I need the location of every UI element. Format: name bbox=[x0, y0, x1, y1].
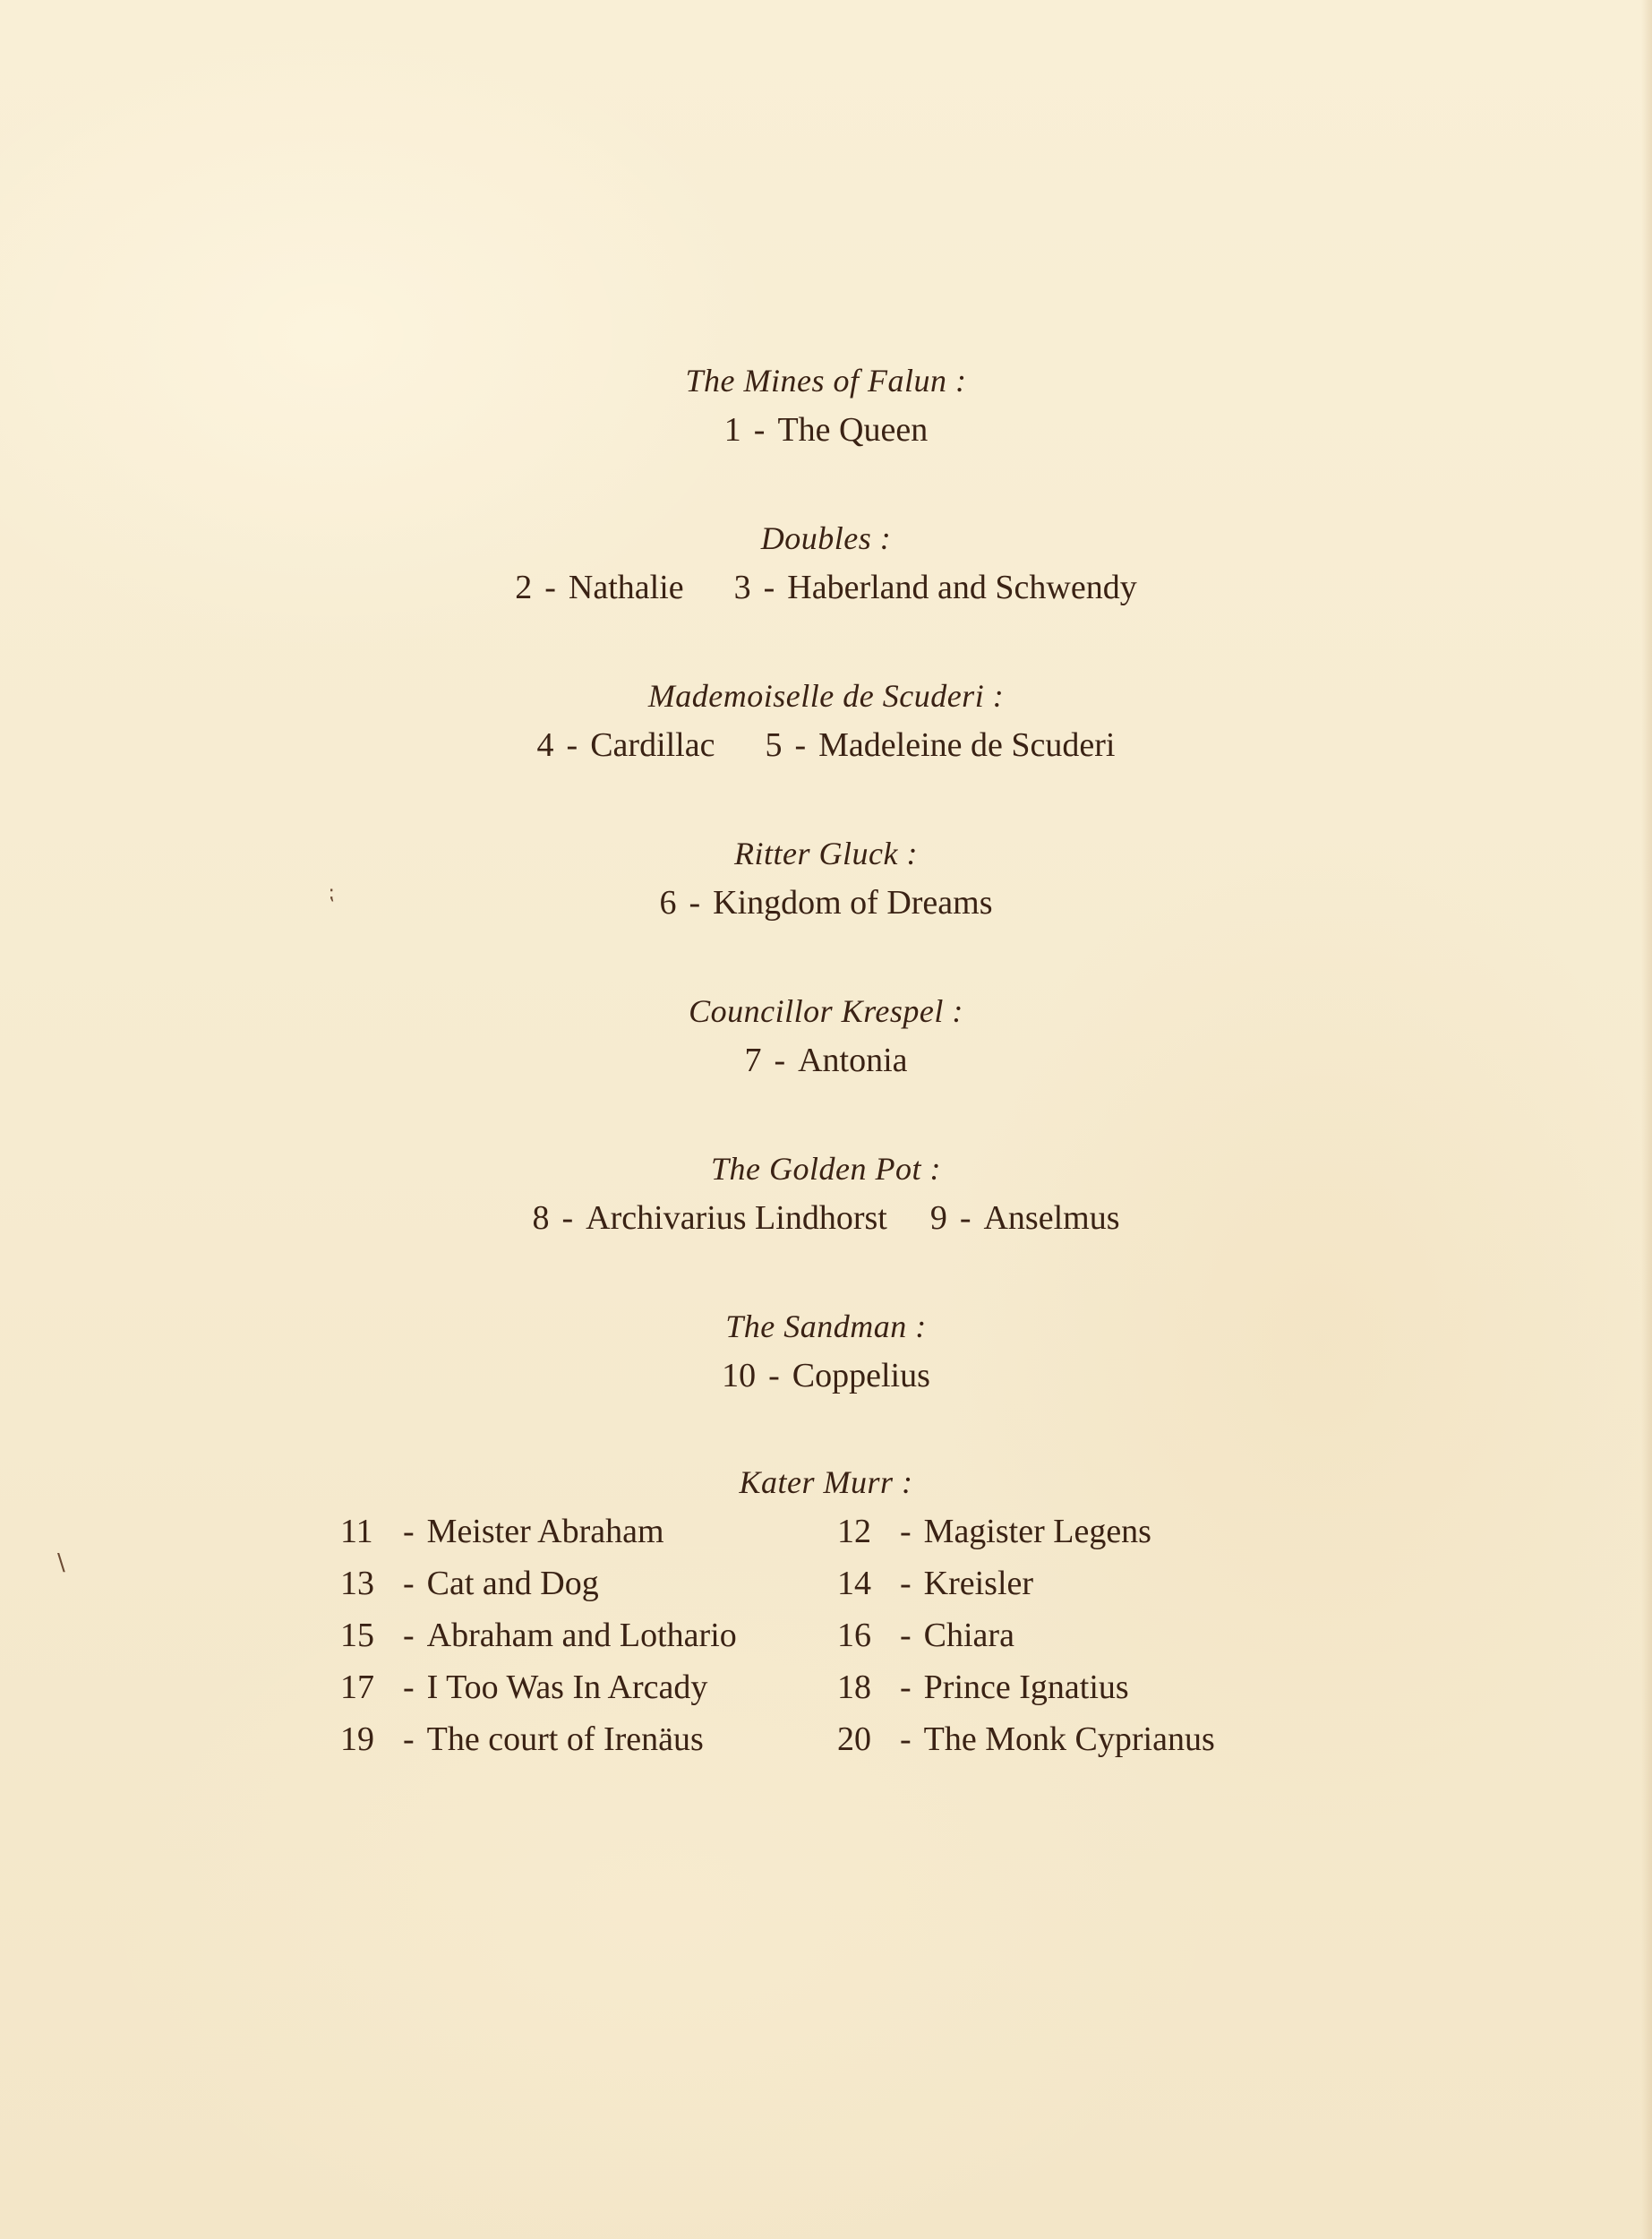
list-item bbox=[340, 1668, 707, 1707]
entry-number: 1 bbox=[723, 411, 741, 449]
entry-name: Chiara bbox=[923, 1617, 1014, 1654]
entry-separator: - bbox=[544, 569, 556, 606]
section-title-mines-of-falun: The Mines of Falun : bbox=[685, 363, 967, 399]
entry-separator: - bbox=[900, 1565, 912, 1602]
entry-number: 8 bbox=[532, 1199, 550, 1237]
entry-line-4-5 bbox=[0, 725, 1652, 765]
list-item bbox=[340, 1512, 664, 1551]
entry-number: 18 bbox=[837, 1669, 871, 1706]
paper-edge bbox=[1641, 0, 1652, 2239]
entry-pair bbox=[515, 568, 683, 607]
entry-line-6 bbox=[0, 883, 1652, 922]
entry-line-1 bbox=[0, 410, 1652, 450]
entry-name: Antonia bbox=[798, 1042, 908, 1079]
section-title-mademoiselle-de-scuderi: Mademoiselle de Scuderi : bbox=[647, 678, 1005, 714]
list-item bbox=[837, 1564, 1033, 1603]
paper-speck: ⁏ bbox=[328, 882, 335, 905]
entry-number: 9 bbox=[929, 1199, 947, 1237]
entry-separator: - bbox=[689, 884, 701, 922]
entry-number: 3 bbox=[733, 569, 751, 606]
entry-line-8-9 bbox=[0, 1198, 1652, 1238]
section-title-the-sandman: The Sandman : bbox=[725, 1308, 927, 1344]
entry-name: Nathalie bbox=[568, 569, 684, 606]
paper-speck: \ bbox=[57, 1549, 65, 1576]
entry-number: 16 bbox=[837, 1617, 871, 1654]
section-title-doubles: Doubles : bbox=[760, 520, 892, 556]
entry-pair bbox=[765, 725, 1115, 765]
entry-line-2-3 bbox=[0, 568, 1652, 607]
section-title-the-golden-pot: The Golden Pot : bbox=[711, 1151, 941, 1187]
entry-pair bbox=[533, 1198, 887, 1238]
entry-name: Meister Abraham bbox=[426, 1513, 664, 1550]
entry-separator: - bbox=[959, 1199, 972, 1237]
entry-separator: - bbox=[900, 1513, 912, 1550]
entry-separator: - bbox=[774, 1042, 786, 1079]
entry-number: 10 bbox=[722, 1357, 757, 1394]
entry-pair bbox=[537, 725, 715, 765]
entry-separator: - bbox=[561, 1199, 574, 1237]
entry-separator: - bbox=[763, 569, 775, 606]
section-title-councillor-krespel: Councillor Krespel : bbox=[689, 993, 963, 1029]
entry-name: Cat and Dog bbox=[426, 1565, 599, 1602]
entry-name: Kreisler bbox=[923, 1565, 1034, 1602]
list-item bbox=[340, 1564, 599, 1603]
entry-number: 11 bbox=[340, 1513, 373, 1550]
entry-number: 5 bbox=[765, 726, 783, 764]
list-item bbox=[837, 1512, 1151, 1551]
entry-number: 20 bbox=[837, 1720, 871, 1758]
entry-separator: - bbox=[900, 1720, 912, 1758]
list-item bbox=[837, 1720, 1215, 1759]
entry-number: 13 bbox=[340, 1565, 374, 1602]
entry-separator: - bbox=[403, 1565, 415, 1602]
entry-separator: - bbox=[403, 1669, 415, 1706]
entry-line-10 bbox=[0, 1356, 1652, 1395]
entry-name: Archivarius Lindhorst bbox=[586, 1199, 887, 1237]
entry-number: 19 bbox=[340, 1720, 374, 1758]
entry-pair bbox=[930, 1198, 1120, 1238]
entry-separator: - bbox=[900, 1669, 912, 1706]
entry-number: 7 bbox=[744, 1042, 762, 1079]
entry-number: 6 bbox=[659, 884, 677, 922]
section-title-kater-murr: Kater Murr : bbox=[739, 1464, 913, 1500]
entry-name: Coppelius bbox=[792, 1357, 930, 1394]
entry-name: I Too Was In Arcady bbox=[426, 1669, 708, 1706]
entry-name: Madeleine de Scuderi bbox=[818, 726, 1116, 764]
entry-number: 17 bbox=[340, 1669, 374, 1706]
entry-separator: - bbox=[566, 726, 578, 764]
entry-separator: - bbox=[900, 1617, 912, 1654]
entry-number: 2 bbox=[515, 569, 533, 606]
entry-number: 15 bbox=[340, 1617, 374, 1654]
entry-line-7 bbox=[0, 1041, 1652, 1080]
entry-name: Haberland and Schwendy bbox=[787, 569, 1137, 606]
entry-separator: - bbox=[403, 1617, 415, 1654]
list-item bbox=[837, 1668, 1129, 1707]
entry-separator: - bbox=[403, 1513, 415, 1550]
entry-name: Kingdom of Dreams bbox=[713, 884, 993, 922]
entry-name: Prince Ignatius bbox=[923, 1669, 1129, 1706]
entry-name: Cardillac bbox=[590, 726, 715, 764]
list-item bbox=[340, 1616, 737, 1655]
entry-name: The Monk Cyprianus bbox=[923, 1720, 1215, 1758]
entry-number: 12 bbox=[837, 1513, 871, 1550]
entry-name: Abraham and Lothario bbox=[426, 1617, 737, 1654]
entry-separator: - bbox=[768, 1357, 780, 1394]
entry-name: Anselmus bbox=[983, 1199, 1120, 1237]
section-title-ritter-gluck: Ritter Gluck : bbox=[734, 836, 918, 871]
entry-separator: - bbox=[403, 1720, 415, 1758]
entry-name: The Queen bbox=[777, 411, 929, 449]
entry-separator: - bbox=[794, 726, 807, 764]
entry-pair bbox=[734, 568, 1137, 607]
entry-name: Magister Legens bbox=[923, 1513, 1151, 1550]
list-item bbox=[837, 1616, 1014, 1655]
entry-separator: - bbox=[753, 411, 766, 449]
entry-number: 14 bbox=[837, 1565, 871, 1602]
entry-name: The court of Irenäus bbox=[426, 1720, 704, 1758]
entry-number: 4 bbox=[536, 726, 554, 764]
list-item bbox=[340, 1720, 704, 1759]
